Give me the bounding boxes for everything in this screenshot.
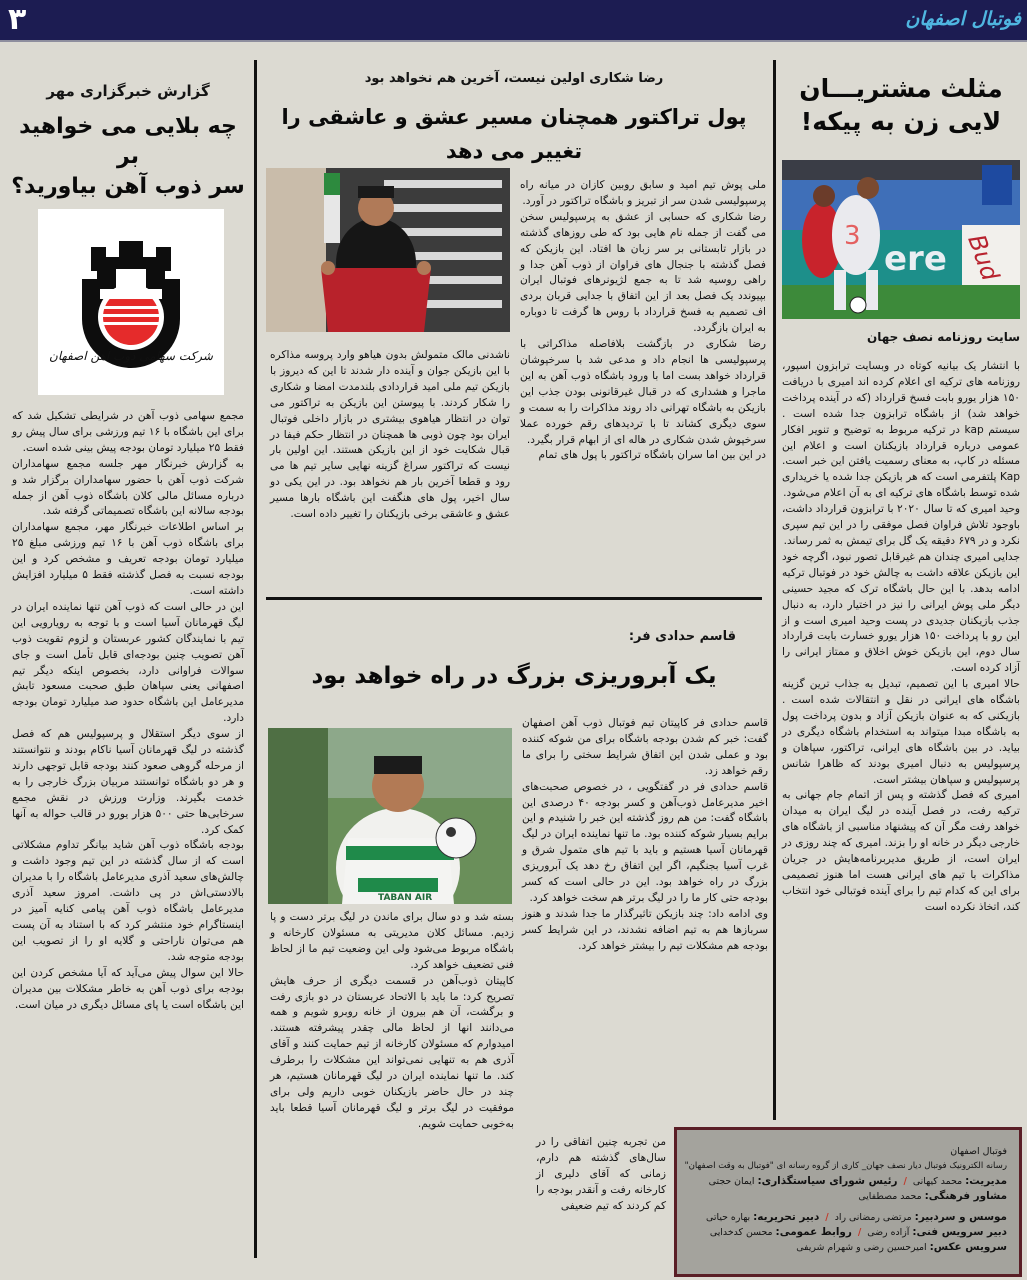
credit-name: محمد مصطفایی (858, 1191, 922, 1202)
credit-role: روابط عمومی: (775, 1226, 852, 1238)
credit-role: مدیریت: (965, 1175, 1007, 1187)
svg-text:Bud: Bud (962, 230, 1005, 285)
credits-row (685, 1189, 1007, 1204)
paragraph: ملی پوش تیم امید و سابق روبین کازان در میانه راه پرسپولیسی شدن سر از تبریز و باشگاه تراکتور در آورد. (520, 179, 766, 207)
credit-role: دبیر تحریریه: (753, 1211, 820, 1223)
column-divider-right (773, 60, 776, 1120)
article-tractor-body-right (520, 178, 766, 464)
paragraph: در این بین اما سران باشگاه تراکتور با پول های تمام (538, 449, 766, 462)
credit-name: امیرحسین رضی و شهرام شریفی (796, 1242, 927, 1253)
headline: پول تراکتور همچنان مسیر عشق و عاشقی را تغییر می دهد (281, 105, 747, 163)
kicker: رضا شکاری اولین نیست، آخرین هم نخواهد بود (364, 71, 664, 86)
paragraph: مجمع سهامی ذوب آهن در شرایطی تشکیل شد که برای این باشگاه با ۱۶ تیم ورزشی برای سال پیش رو فقط ۲۵ میلیارد تومان بودجه پیش بینی شده است. (12, 410, 244, 454)
kicker: گزارش خبرگزاری مهر (46, 82, 210, 100)
credit-separator: / (857, 1227, 862, 1238)
headline-line: مثلث مشتریـــان (799, 74, 1003, 103)
article-body (782, 359, 1020, 916)
headline-line: لایی زن به پیکه! (800, 107, 1002, 136)
credits-row (685, 1225, 1007, 1240)
credits-box (674, 1127, 1022, 1277)
credits-row (685, 1240, 1007, 1255)
article-tractor (266, 70, 762, 168)
football-match-photo (782, 160, 1020, 319)
paragraph: این در حالی است که ذوب آهن تنها نماینده ایران در لیگ قهرمانان آسیا است و با توجه به رویارویی این تیم با نمایندگان کشور عربستان و لزوم تقویت ذوب آهن تصویب چنین بودجه‌ای قابل تأمل است و جای سوالات فراوانی دارد، بخصوص اینکه دیگر تیم اصفهانی یعنی سپاهان طبق صحبت مسعود تابش مدیرعامل این باشگاه حدود صد میلیارد تومان بودجه دارد. (12, 600, 244, 725)
paragraph: ناشدنی مالک متمولش بدون هیاهو وارد پروسه مذاکره با این بازیکن جوان و آینده دار شدند تا این که دیروز با بازیکن تیم ملی امید قراردادی بلندمدت امضا و شکاری را شکار کردند. با پیوستن این بازیکن به تراکتور می توان در انتظار هیاهوی بیشتری در بازار داخلی فوتبال ایران بود چون ذوبی ها همچنان در انتظار حکم فیفا در قبال شکایت خود از این بازیکن هستند. این اولین بار نیست که تراکتور سراغ گزینه نهایی سایر تیم ها می رود و قطعا آخرین بار هم نخواهد بود. در این یکی دو سال اخیر، پول های هنگفت این باشگاه بارها مسیر عشق و عاشقی برخی بازیکنان را تغییر داده است. (270, 349, 510, 521)
kicker: قاسم حدادی فر: (628, 629, 736, 644)
paragraph: وحید امیری که تا سال ۲۰۲۰ با ترابزون قرارداد داشت، باوجود تلاش فراوان فصل موفقی را در این تیم سپری نکرد و در ۶۷۹ دقیقه یک گل برای تیمش به ثمر رساند. (782, 503, 1020, 547)
paragraph: حالا این سوال پیش می‌آید که آیا مشخص کردن این بودجه برای ذوب آهن به خاطر مشکلات بین مدیران این باشگاه است یا پای مسائل دیگری در میان است. (12, 966, 244, 1011)
section-divider (266, 597, 762, 600)
paragraph: جدایی امیری چندان هم غیرقابل تصور نبود، اگرچه خود این بازیکن علاقه داشت به چالش خود در فوتبال ترکیه ادامه بدهد. با این حال باشگاه ترک که مجید حسینی دیگر ملی پوش ایرانی را نیز در اختیار دارد، به دنبال جذب بازیکنان جدیدی در پست وحید امیری است و از این رو با پرداخت ۱۵۰ هزار یورو خسارت بابت قرارداد سال دوم، این بازیکن خوش اخلاق و ممتاز ایرانی را آزاد کرده است. (782, 550, 1020, 675)
article-haddadifar-body-left (270, 910, 514, 1133)
paragraph: با انتشار یک بیانیه کوتاه در وبسایت ترابزون اسپور، روزنامه های ترکیه ای اعلام کرده اند امیری با دریافت ۱۵۰ هزار یورو بابت فسخ قرارداد (که در آینده پرداخت خواهد شد) از باشگاه ترابزون جدا شده است . سیستم kap در ترکیه مربوط به توضیح و تنویر افکار عمومی درباره قرارداد بازیکنان است و اعلام این مسئله در کاپ، به معنای رسمیت یافتن این خبر است. Kap پلتفرمی است که هر بازیکن جدا شده یا خریداری شده توسط باشگاه های ترکیه ای به آن اعلام می‌شود. (782, 360, 1020, 500)
credit-role: مشاور فرهنگی: (924, 1190, 1007, 1202)
match-photo-illustration (782, 160, 1020, 319)
credit-separator: / (903, 1176, 907, 1187)
credits-title: فوتبال اصفهان (950, 1146, 1007, 1157)
zobahan-photo-illustration (268, 728, 512, 904)
article-haddadifar-body-right (522, 716, 768, 955)
credit-role: موسس و سردبیر: (914, 1211, 1007, 1223)
credits-row (685, 1210, 1007, 1225)
zob-ahan-logo (38, 209, 224, 395)
article-haddadifar (266, 628, 762, 694)
paragraph: از سوی دیگر استقلال و پرسپولیس هم که فصل گذشته در لیگ قهرمانان آسیا ناکام بودند و نتوانستند از مرحله گروهی صعود کنند بودجه قابل توجهی دارند و هر دو باشگاه توانستند مربیان بزرگ خارجی را به خدمت بگیرند. وزارت ورزش در نقش مجمع سرخابی‌ها حتی ۵۰۰ هزار یورو در قالب حواله به آنها کمک کرد. (12, 728, 244, 836)
zob-ahan-emblem (38, 209, 224, 395)
svg-text:3: 3 (844, 221, 861, 251)
paragraph: من تجربه چنین اتفاقی را در سال‌های گذشته هم دارم، زمانی که آقای دلیری از کارخانه رفت و آنقدر بودجه را کم کردند که تیم ضعیفی (536, 1136, 666, 1212)
credit-name: محسن کدخدایی (709, 1227, 773, 1238)
credit-separator: / (825, 1212, 829, 1223)
svg-text:ere: ere (884, 239, 947, 279)
headline-line: سر ذوب آهن بیاورید؟ (11, 174, 245, 199)
paragraph: بودجه باشگاه ذوب آهن شاید بیانگر تداوم مشکلاتی است که از سال گذشته در این تیم وجود داشت و چالش‌های سعید آذری مدیرعامل باشگاه را با مدیران بالادستی‌اش در پی داشت. امروز سعید آذری مدیرعامل باشگاه ذوب آهن پیامی کنایه آمیز در اینستاگرام خود منتشر کرد که با استناد به آن پست هم می‌توان ناراحتی و گلایه او را از تصویب این بودجه متوجه شد. (12, 839, 244, 963)
masthead-bar (0, 0, 1027, 42)
article-amiri (782, 60, 1020, 138)
paragraph: بسته شد و دو سال برای ماندن در لیگ برتر دست و پا زدیم. مسائل کلان مدیریتی به مسئولان کارخانه و باشگاه مربوط می‌شود ولی این وضعیت تیم ما از لحاظ فنی تضعیف خواهد کرد. (270, 911, 514, 971)
paragraph: کاپیتان ذوب‌آهن در قسمت دیگری از حرف هایش تصریح کرد: ما باید با الاتحاد عربستان در دو بازی رفت و برگشت، آن هم بیرون از خانه روبرو شویم و همه می‌دانند انها از لحاظ مالی چقدر پیشرفته هستند. امیدوارم که مسئولان کارخانه از تیم حمایت کنند و آقای آذری هم به تنهایی نمی‌تواند این مشکلات را برطرف کند. ما تنها نماینده ایران در لیگ قهرمانان هستیم، هر چند در حال حاضر بازیکنان خوبی داریم ولی برای موفقیت در لیگ برتر و لیگ قهرمانان آسیا قطعا باید به‌خوبی حمایت شویم. (270, 974, 514, 1130)
credit-role: سرویس عکس: (929, 1241, 1007, 1253)
headline (782, 72, 1020, 138)
paragraph: امیری که فصل گذشته و پس از اتمام جام جهانی به ترکیه رفت، در فصل آینده در لیگ ایران به میدان خواهد رفت مگر آن که پیشنهاد مناسبی از باشگاه های خارجی دیگر در خانه او را بزند. امیری که چند روزی در ایران است، از طریق مدیربرنامه‌هایش در جریان مذاکرات با تیم های ایرانی هست اما هنوز تصمیمی برای این که کدام تیم را برای آینده فوتبالی خود انتخاب کند، اتخاذ نکرده است (782, 789, 1020, 913)
column-divider-left (254, 60, 257, 1258)
article-amiri-body (782, 330, 1020, 916)
paragraph: رضا شکاری که حسابی از عشق به پرسپولیس سخن می گفت از جمله نام هایی بود که طی روزهای گذشته در بازار تابستانی بر سر زبان ها افتاد. این بازیکن که فصل گذشته با جنجال های فراوان از ذوب آهن جدا و راهی روسیه شد تا به جمع لژیونرهای فوتبال ایران بپیوندد یک فصل بعد از این اتفاق با جدایی قربان بردی اف تصمیم به فسخ قرارداد با روس ها گرفت تا دوباره به ایران بازگردد. (520, 210, 766, 335)
credit-name: ایمان حجتی (708, 1176, 755, 1187)
credit-role: رئیس شورای سیاستگذاری: (757, 1175, 898, 1187)
credit-name: مرتضی رمضانی راد (834, 1212, 912, 1223)
logo-caption: شرکت سهامی ذوب آهن اصفهان (49, 349, 213, 363)
credit-name: محمد کیهانی (912, 1176, 963, 1187)
credits-row (685, 1174, 1007, 1189)
paragraph: رضا شکاری در بازگشت بلافاصله مذاکراتی با پرسپولیسی ها انجام داد و مدعی شد با سرخپوشان قرارداد خواهد بست اما با ورود باشگاه ذوب آهن به این ماجرا و هشداری که در قبال غیرقانونی بودن جذب این بازیکن به باشگاه تهرانی داد روند مذاکرات را به سمت و سوی دیگری کشاند تا با تردیدهای رقم خورده عملا سرخپوش شدن شکاری در هاله ای از ابهام قرار بگیرد. (520, 338, 766, 446)
player-holding-red-jersey-photo (266, 168, 510, 332)
svg-text:TABAN AIR: TABAN AIR (378, 893, 433, 903)
paragraph: قاسم حدادی فر کاپیتان تیم فوتبال ذوب آهن اصفهان گفت: خبر کم شدن بودجه باشگاه برای من شوکه کننده بود و عملی شدن این اتفاق شرایط سختی را برای ما رقم خواهد زد. (522, 717, 768, 777)
credit-name: آزاده رضی (867, 1227, 910, 1238)
credit-name: بهاره حیاتی (706, 1212, 751, 1223)
headline: یک آبروریزی بزرگ در راه خواهد بود (311, 663, 717, 689)
headline-line: چه بلایی می خواهید بر (19, 114, 237, 169)
headline (10, 112, 246, 202)
paragraph: قاسم حدادی فر در گفتگویی ، در خصوص صحبت‌های اخیر مدیرعامل ذوب‌آهن و کسر بودجه ۴۰ درصدی این باشگاه گفت: من هم روز گذشته این خبر را شنیدم و این برایم بسیار شوکه کننده بود. ما تنها نماینده ایران در لیگ قهرمانان آسیا هستیم و باید با تیم های متمول شرق و غرب آسیا بجنگیم، اگر این اتفاق رخ دهد یک آبروریزی بزرگ در راه خواهد بود. این در حالی است که کسر بودجه حتی کار ما را در لیگ برتر هم سخت خواهد کرد. (522, 780, 768, 904)
page-number: ۳ (8, 2, 27, 37)
player-photo-illustration (266, 168, 510, 332)
article-zobahan-budget-body (12, 409, 244, 1013)
player-in-zob-ahan-kit-photo (268, 728, 512, 904)
paragraph: بر اساس اطلاعات خبرنگار مهر، مجمع سهامداران برای باشگاه ذوب آهن با ۱۶ تیم ورزشی مبلغ ۲۵ میلیارد تومان بودجه تعریف و مشخص کرد و این بودجه نسبت به فصل گذشته فقط ۵ میلیارد افزایش داشته است. (12, 521, 244, 597)
photo-source: سایت روزنامه نصف جهان (867, 330, 1020, 344)
article-haddadifar-body-right-lower (536, 1135, 666, 1215)
paragraph: به گزارش خبرنگار مهر جلسه مجمع سهامداران شرکت ذوب آهن با حضور سهامداران برگزار شد و درباره مسائل مالی کلان باشگاه ذوب آهن از جمله بودجه سالانه این باشگاه تصمیماتی گرفته شد. (12, 457, 244, 518)
article-zobahan-budget (10, 80, 246, 202)
article-tractor-body-left (270, 348, 510, 523)
publication-logo: فوتبال اصفهان (905, 8, 1021, 30)
credit-role: دبیر سرویس فنی: (912, 1226, 1007, 1238)
paragraph: حالا امیری با این تصمیم، تبدیل به جذاب ترین گزینه باشگاه های ایرانی در نقل و انتقالات شده است . بازیکنی که به عنوان بازیکن آزاد و بدون پرداخت پول به باشگاه مبدا میتواند به استخدام باشگاه دیگری در بیاید. در بین باشگاه های ایرانی، تراکتور، سپاهان و پرسپولیس به دنبال امیری بودند که ظاهرا شانس پرسپولیس و سپاهان بیشتر است. (782, 678, 1020, 786)
paragraph: وی ادامه داد: چند بازیکن تاثیرگذار ما جدا شدند و هنوز سربازها هم به تیم اضافه نشدند، در این شرایط کسر بودجه هم مشکلات تیم را بیشتر خواهد کرد. (522, 907, 768, 952)
credits-description: رسانه الکترونیک فوتبال دیار نصف جهان_ کاری از گروه رسانه ای "فوتبال به وقت اصفهان" (685, 1161, 1007, 1171)
